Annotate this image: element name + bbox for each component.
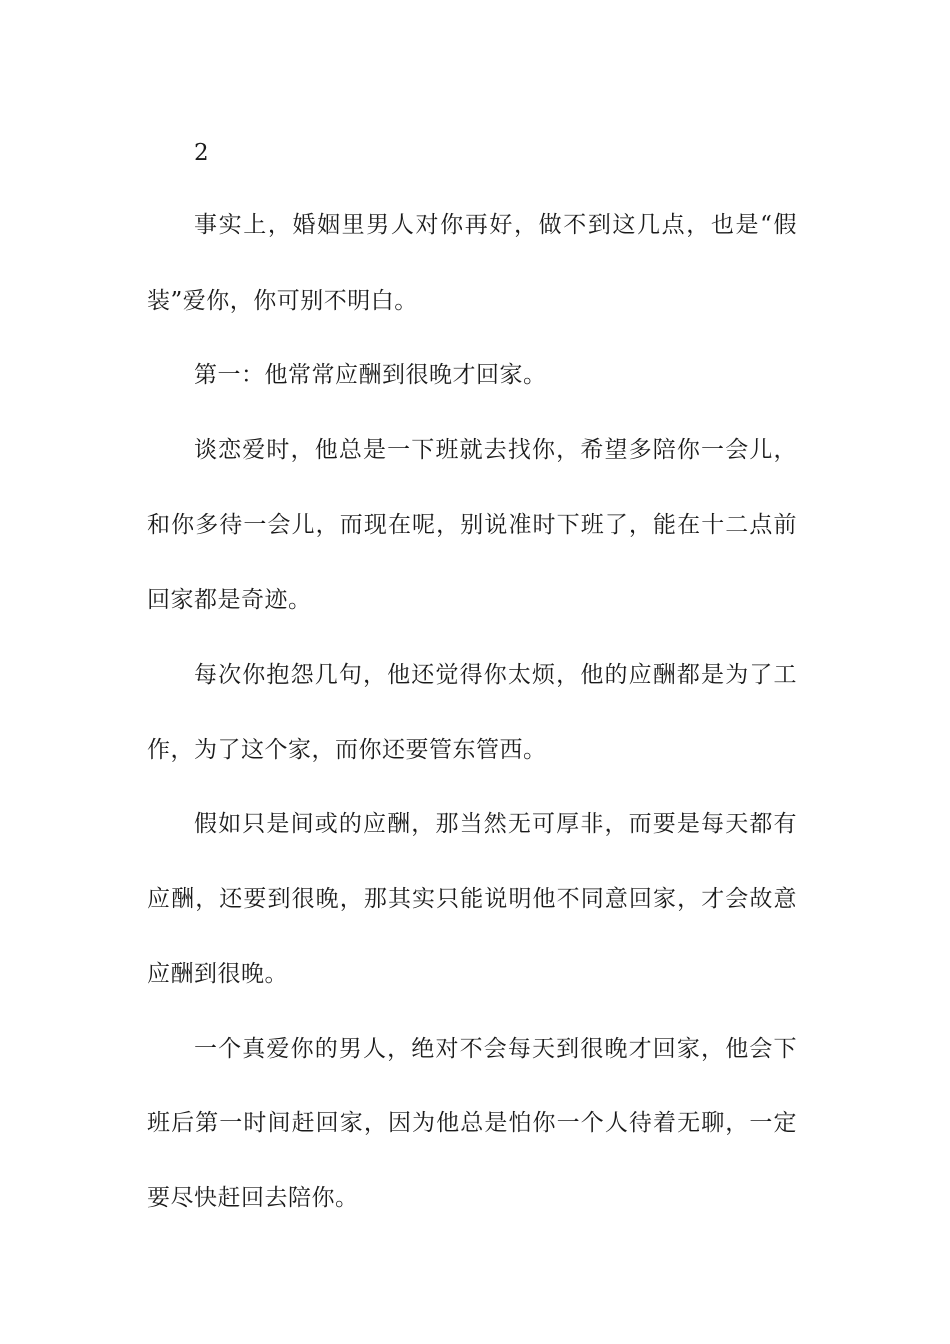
paragraph-2-heading: 第一：他常常应酬到很晚才回家。 (194, 362, 547, 388)
paragraph-5-line-2: 应酬，还要到很晚，那其实只能说明他不同意回家，才会故意 (147, 886, 797, 912)
paragraph-4-line-1: 每次你抱怨几句，他还觉得你太烦，他的应酬都是为了工 (194, 662, 797, 688)
paragraph-3-line-3: 回家都是奇迹。 (147, 587, 312, 613)
paragraph-6-line-2: 班后第一时间赶回家，因为他总是怕你一个人待着无聊，一定 (147, 1110, 797, 1136)
paragraph-4-line-2: 作，为了这个家，而你还要管东管西。 (147, 737, 547, 763)
paragraph-6-line-1: 一个真爱你的男人，绝对不会每天到很晚才回家，他会下 (194, 1036, 797, 1062)
paragraph-1-line-2: 装”爱你，你可别不明白。 (147, 288, 418, 314)
paragraph-1-line-1: 事实上，婚姻里男人对你再好，做不到这几点，也是“假 (194, 212, 797, 238)
paragraph-6-line-3: 要尽快赶回去陪你。 (147, 1185, 359, 1211)
paragraph-3-line-1: 谈恋爱时，他总是一下班就去找你，希望多陪你一会儿， (194, 437, 797, 463)
paragraph-5-line-3: 应酬到很晚。 (147, 961, 288, 987)
paragraph-3-line-2: 和你多待一会儿，而现在呢，别说准时下班了，能在十二点前 (147, 512, 797, 538)
paragraph-5-line-1: 假如只是间或的应酬，那当然无可厚非，而要是每天都有 (194, 811, 797, 837)
section-number: 2 (194, 140, 210, 166)
